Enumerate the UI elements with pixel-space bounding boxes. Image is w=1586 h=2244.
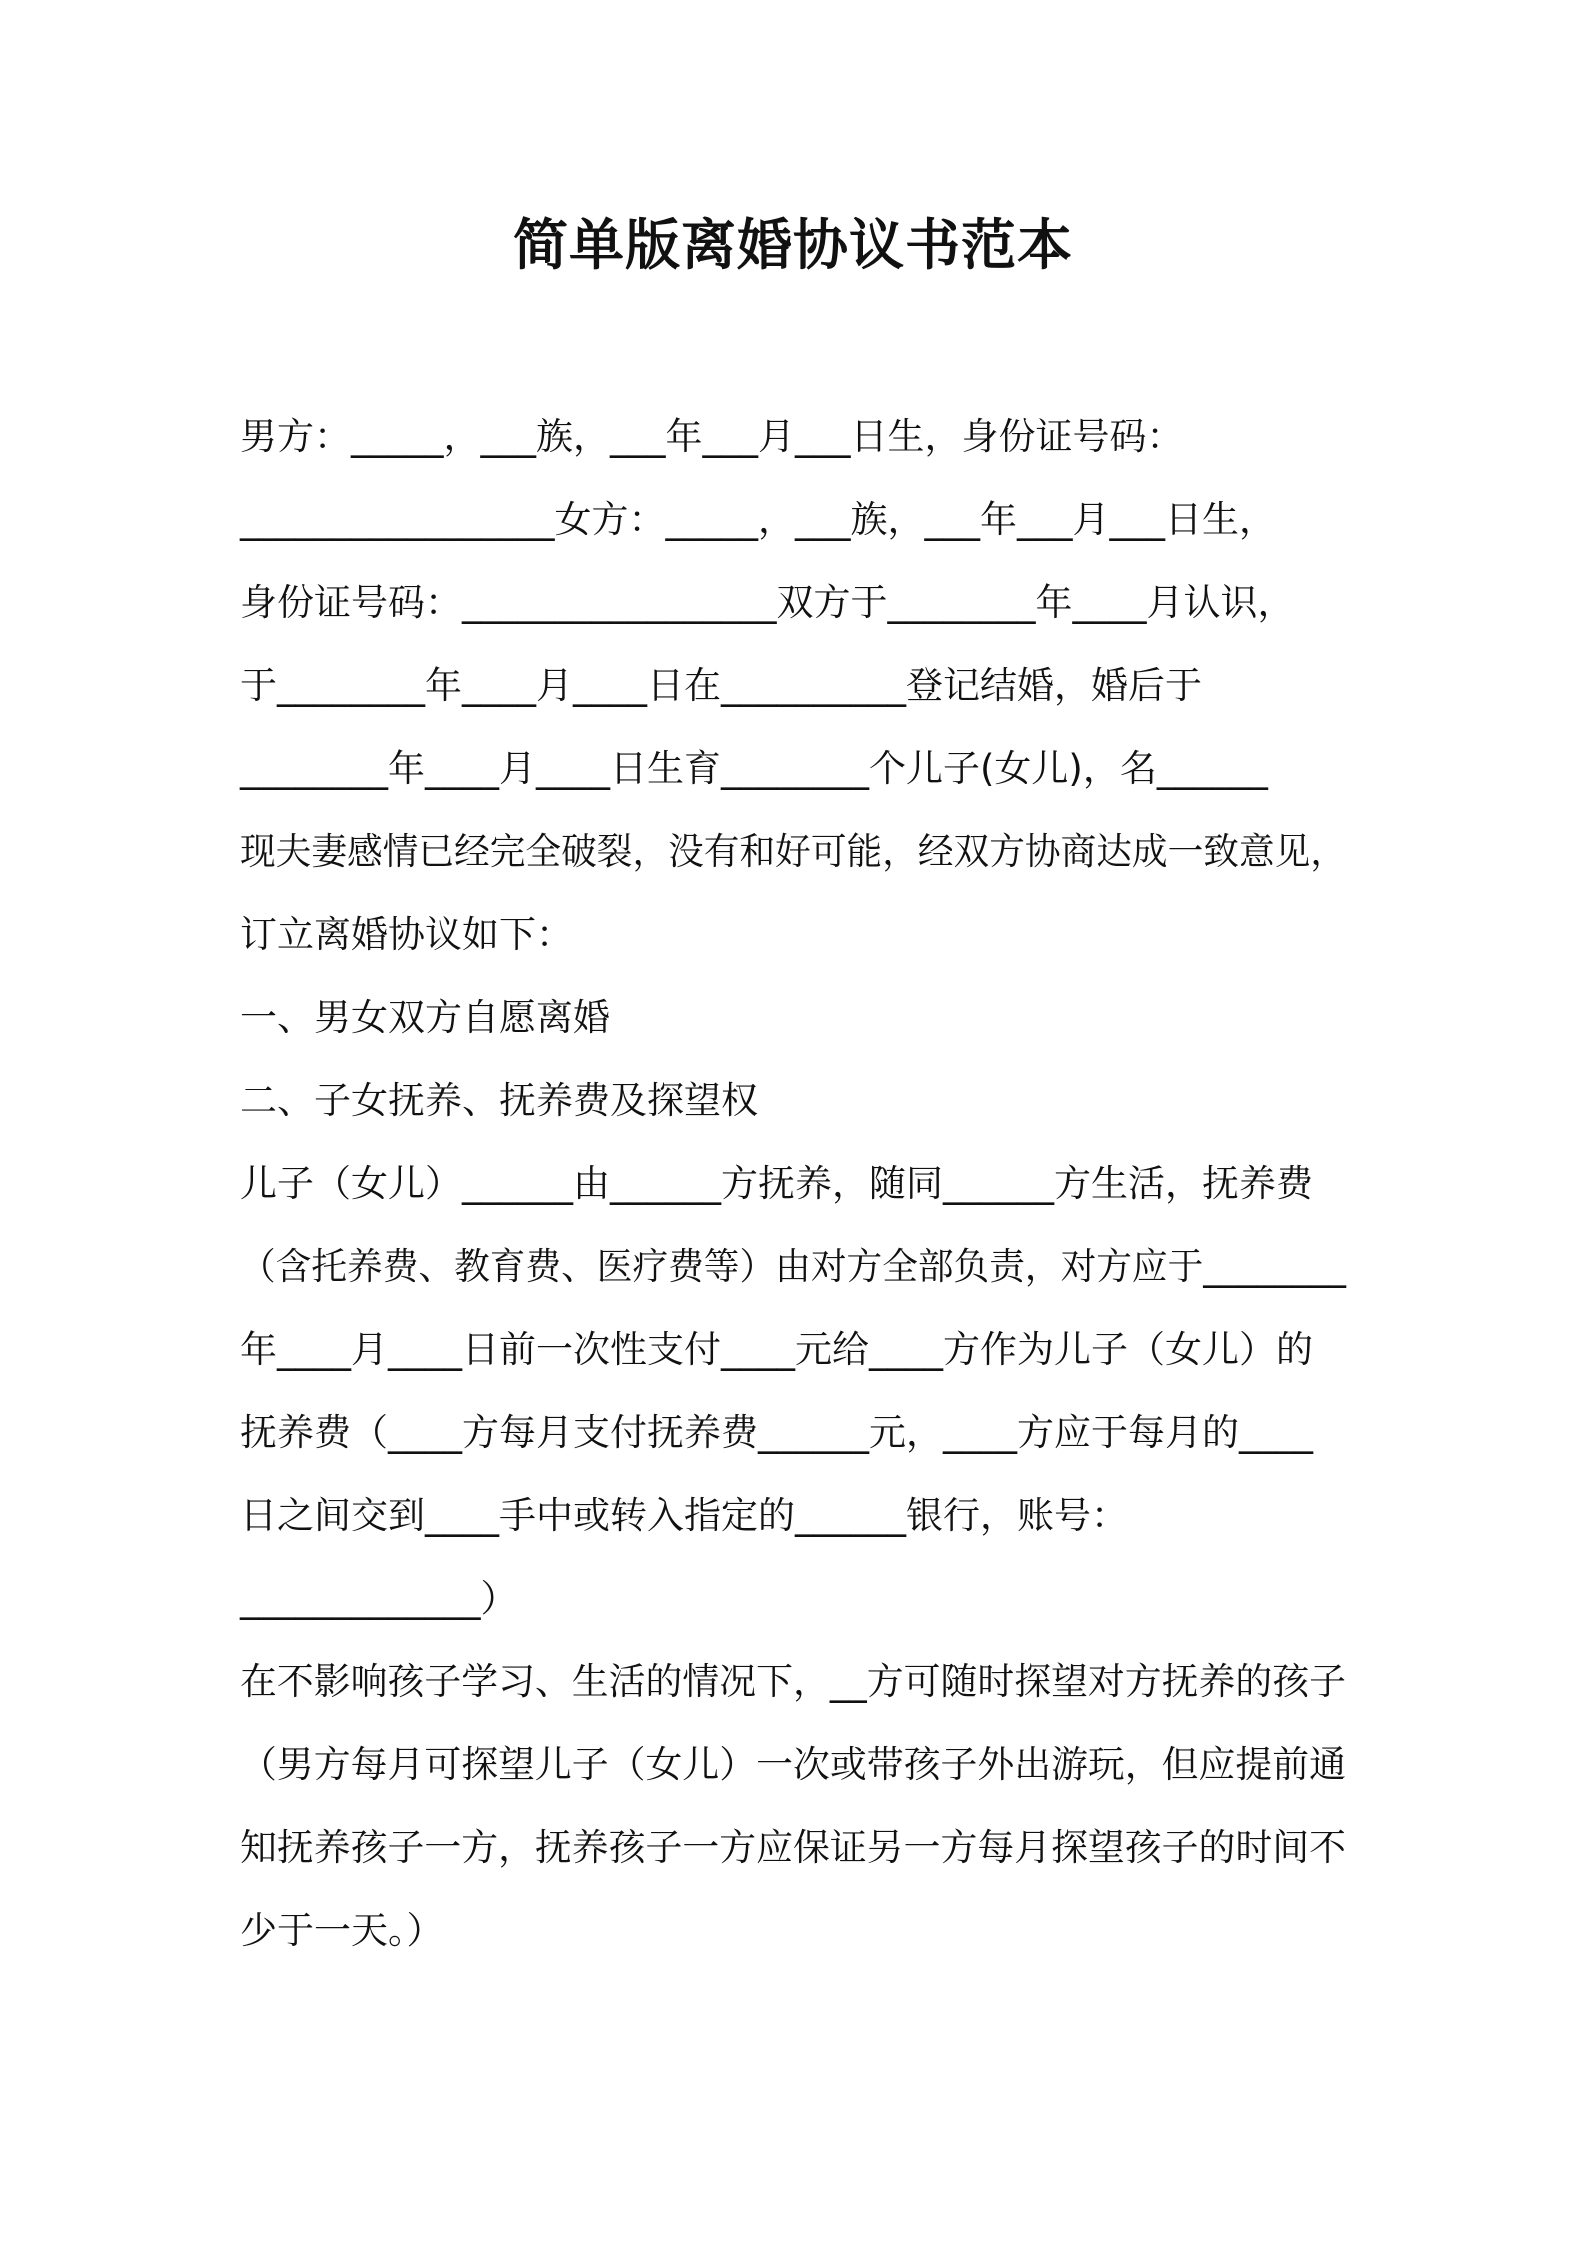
text-line: 订立离婚协议如下： — [240, 913, 573, 956]
text-line: 男方：_____，___族，___年___月___日生，身份证号码： — [240, 415, 1184, 458]
text-line: 儿子（女儿）______由______方抚养，随同______方生活，抚养费 — [240, 1162, 1313, 1205]
text-line: （含托养费、教育费、医疗费等）由对方全部负责，对方应于________ — [240, 1245, 1346, 1288]
text-line: 身份证号码：_________________双方于________年____月认识， — [240, 581, 1295, 624]
text-line: 抚养费（____方每月支付抚养费______元，____方应于每月的____ — [240, 1411, 1313, 1454]
text-line: 知抚养孩子一方，抚养孩子一方应保证另一方每月探望孩子的时间不 — [240, 1826, 1346, 1869]
text-line: _____________） — [240, 1577, 518, 1620]
text-line: 在不影响孩子学习、生活的情况下，__方可随时探望对方抚养的孩子 — [240, 1660, 1346, 1703]
section-heading: 一、男女双方自愿离婚 — [240, 996, 610, 1039]
document-title: 简单版离婚协议书范本 — [512, 213, 1073, 277]
text-line: 现夫妻感情已经完全破裂，没有和好可能，经双方协商达成一致意见， — [240, 830, 1346, 873]
text-line: 日之间交到____手中或转入指定的______银行，账号： — [240, 1494, 1128, 1537]
text-line: ________年____月____日生育________个儿子(女儿)，名______ — [240, 747, 1268, 790]
section-heading: 二、子女抚养、抚养费及探望权 — [240, 1079, 758, 1122]
text-line: （男方每月可探望儿子（女儿）一次或带孩子外出游玩，但应提前通 — [240, 1743, 1346, 1786]
text-line: _________________女方：_____，___族，___年___月___日生， — [240, 498, 1276, 541]
text-line: 少于一天。） — [240, 1909, 444, 1952]
text-line: 年____月____日前一次性支付____元给____方作为儿子（女儿）的 — [240, 1328, 1313, 1371]
text-line: 于________年____月____日在__________登记结婚，婚后于 — [240, 664, 1202, 707]
